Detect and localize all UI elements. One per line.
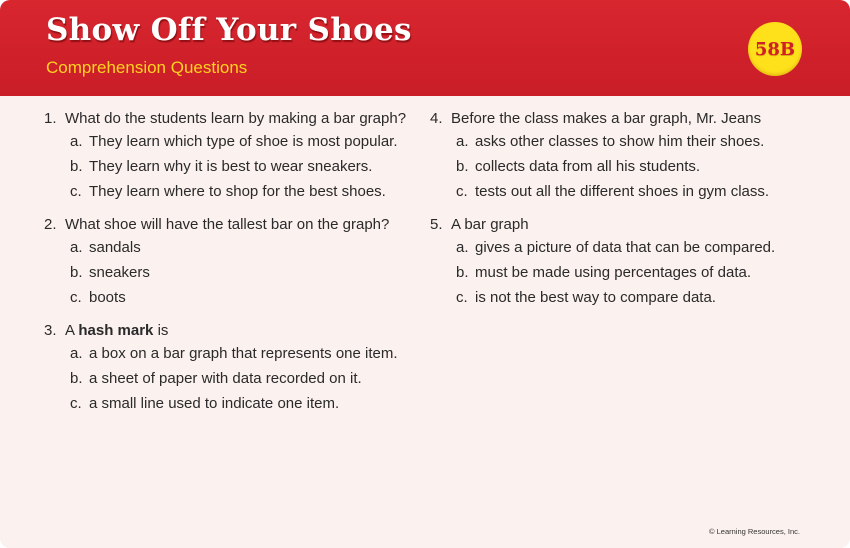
- option-letter: a.: [70, 345, 83, 362]
- option-letter: b.: [70, 264, 83, 281]
- option-letter: a.: [456, 239, 469, 256]
- answer-option: [70, 391, 424, 416]
- card-number-label: 58B: [754, 38, 796, 60]
- answer-option: [70, 179, 424, 204]
- option-text: asks other classes to show him their shoes.: [475, 133, 765, 150]
- answer-option: [456, 154, 830, 179]
- option-text: sandals: [89, 239, 141, 256]
- option-text: gives a picture of data that can be compared.: [475, 239, 776, 256]
- question-number: 3.: [44, 322, 57, 339]
- option-letter: a.: [456, 133, 469, 150]
- right-column: [430, 108, 830, 320]
- answer-option: [70, 366, 424, 391]
- key-term: hash mark: [78, 322, 154, 339]
- question-text-prefix: A: [65, 322, 79, 339]
- answer-option: [70, 235, 424, 260]
- option-text: tests out all the different shoes in gym class.: [475, 183, 770, 200]
- question-5: [430, 214, 830, 310]
- answer-option: [456, 129, 830, 154]
- card-header: [0, 0, 850, 96]
- option-text: They learn where to shop for the best shoes.: [89, 183, 386, 200]
- question-number: 5.: [430, 216, 443, 233]
- question-number: 2.: [44, 216, 57, 233]
- question-4: [430, 108, 830, 204]
- question-text: A bar graph: [451, 216, 529, 233]
- left-column: [44, 108, 424, 426]
- answer-option: [456, 235, 830, 260]
- option-text: sneakers: [89, 264, 150, 281]
- question-text: Before the class makes a bar graph, Mr. Jeans: [451, 110, 762, 127]
- option-text: They learn why it is best to wear sneakers.: [89, 158, 373, 175]
- option-letter: c.: [456, 289, 468, 306]
- card-number-badge: [748, 22, 802, 76]
- option-letter: c.: [70, 289, 82, 306]
- answer-option: [456, 285, 830, 310]
- question-text-suffix: is: [153, 322, 169, 339]
- card-title: Show Off Your Shoes: [46, 12, 412, 48]
- question-3: [44, 320, 424, 416]
- copyright-notice: © Learning Resources, Inc.: [709, 527, 800, 536]
- option-letter: a.: [70, 133, 83, 150]
- option-letter: b.: [70, 158, 83, 175]
- answer-option: [70, 154, 424, 179]
- question-text: What do the students learn by making a bar graph?: [65, 110, 407, 127]
- answer-option: [456, 179, 830, 204]
- answer-option: [70, 341, 424, 366]
- option-letter: c.: [70, 395, 82, 412]
- option-text: a box on a bar graph that represents one item.: [89, 345, 398, 362]
- option-letter: c.: [456, 183, 468, 200]
- card-subtitle: Comprehension Questions: [46, 58, 248, 77]
- answer-option: [70, 260, 424, 285]
- question-number: 1.: [44, 110, 57, 127]
- option-text: They learn which type of shoe is most popular.: [89, 133, 398, 150]
- option-letter: c.: [70, 183, 82, 200]
- answer-option: [70, 129, 424, 154]
- question-2: [44, 214, 424, 310]
- option-text: is not the best way to compare data.: [475, 289, 716, 306]
- option-text: collects data from all his students.: [475, 158, 701, 175]
- question-1: [44, 108, 424, 204]
- option-text: boots: [89, 289, 126, 306]
- option-text: a small line used to indicate one item.: [89, 395, 340, 412]
- option-text: a sheet of paper with data recorded on it.: [89, 370, 362, 387]
- question-number: 4.: [430, 110, 443, 127]
- option-letter: b.: [70, 370, 83, 387]
- option-text: must be made using percentages of data.: [475, 264, 752, 281]
- question-text: What shoe will have the tallest bar on the graph?: [65, 216, 390, 233]
- option-letter: a.: [70, 239, 83, 256]
- question-text: [65, 320, 424, 341]
- option-letter: b.: [456, 158, 469, 175]
- answer-option: [456, 260, 830, 285]
- answer-option: [70, 285, 424, 310]
- option-letter: b.: [456, 264, 469, 281]
